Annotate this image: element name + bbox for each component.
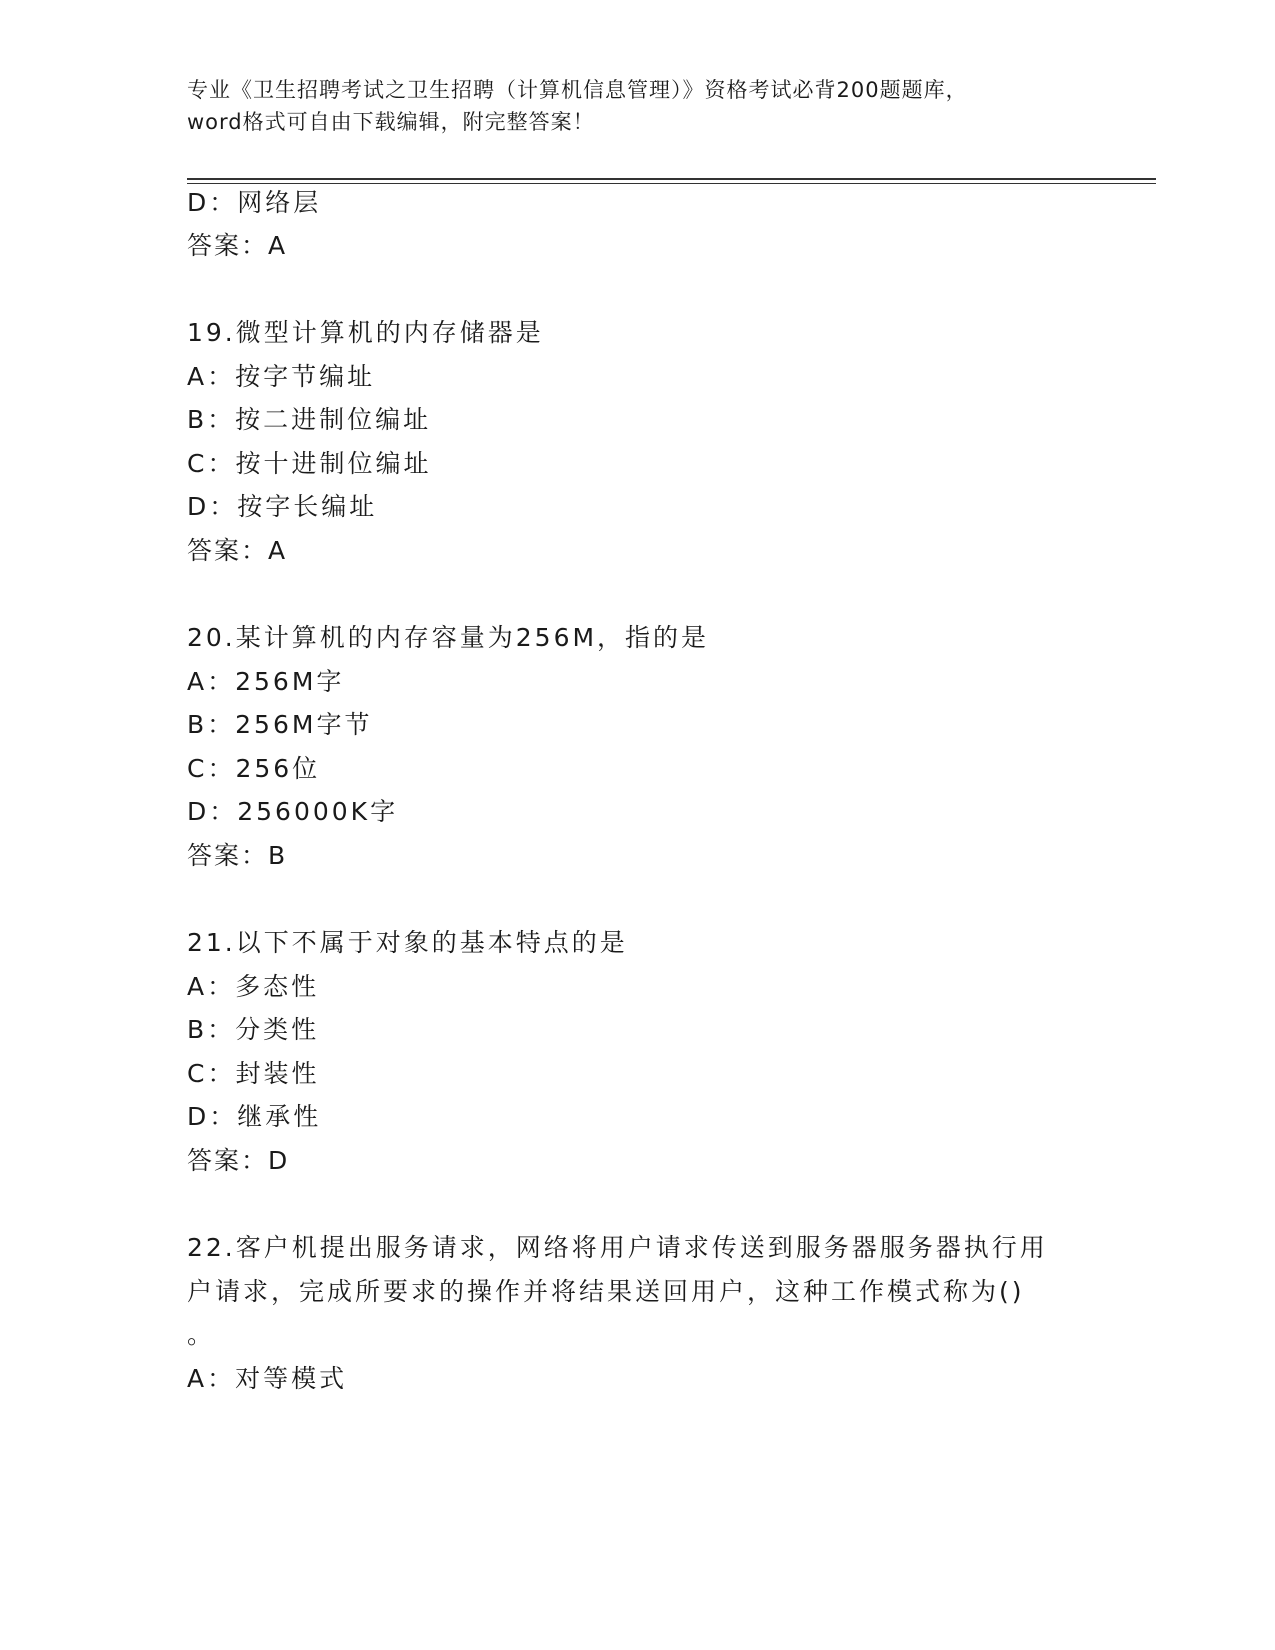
q22-question-line-1: 22.客户机提出服务请求，网络将用户请求传送到服务器服务器执行用: [187, 1233, 1048, 1262]
q21-question: 21.以下不属于对象的基本特点的是: [187, 928, 628, 957]
prev-option-d: D：网络层: [187, 188, 322, 217]
q20-option-a: A：256M字: [187, 667, 345, 696]
q19-answer: 答案：A: [187, 536, 288, 565]
q21-option-a: A：多态性: [187, 972, 320, 1001]
q20-option-d: D：256000K字: [187, 797, 399, 826]
q21-option-d: D：继承性: [187, 1102, 322, 1131]
q19-option-a: A：按字节编址: [187, 362, 376, 391]
q20-option-b: B：256M字节: [187, 710, 373, 739]
header-title-line-2: word格式可自由下载编辑，附完整答案！: [187, 110, 595, 134]
q22-option-a: A：对等模式: [187, 1364, 348, 1393]
header-divider-thin: [187, 183, 1156, 184]
prev-answer: 答案：A: [187, 231, 288, 260]
q21-option-b: B：分类性: [187, 1015, 320, 1044]
header-title-line-1: 专业《卫生招聘考试之卫生招聘（计算机信息管理）》资格考试必背200题题库，: [187, 78, 968, 102]
q20-option-c: C：256位: [187, 754, 321, 783]
q21-option-c: C：封装性: [187, 1059, 320, 1088]
q19-option-c: C：按十进制位编址: [187, 449, 432, 478]
q22-question-line-2: 户请求，完成所要求的操作并将结果送回用户，这种工作模式称为(): [187, 1277, 1025, 1306]
q20-question: 20.某计算机的内存容量为256M，指的是: [187, 623, 710, 652]
document-header: [187, 74, 1087, 138]
q20-answer: 答案：B: [187, 841, 288, 870]
q22-question-line-3: 。: [187, 1320, 216, 1349]
q19-option-d: D：按字长编址: [187, 492, 378, 521]
q19-question: 19.微型计算机的内存储器是: [187, 318, 544, 347]
q21-answer: 答案：D: [187, 1146, 290, 1175]
q19-option-b: B：按二进制位编址: [187, 405, 432, 434]
header-divider-thick: [187, 178, 1156, 180]
